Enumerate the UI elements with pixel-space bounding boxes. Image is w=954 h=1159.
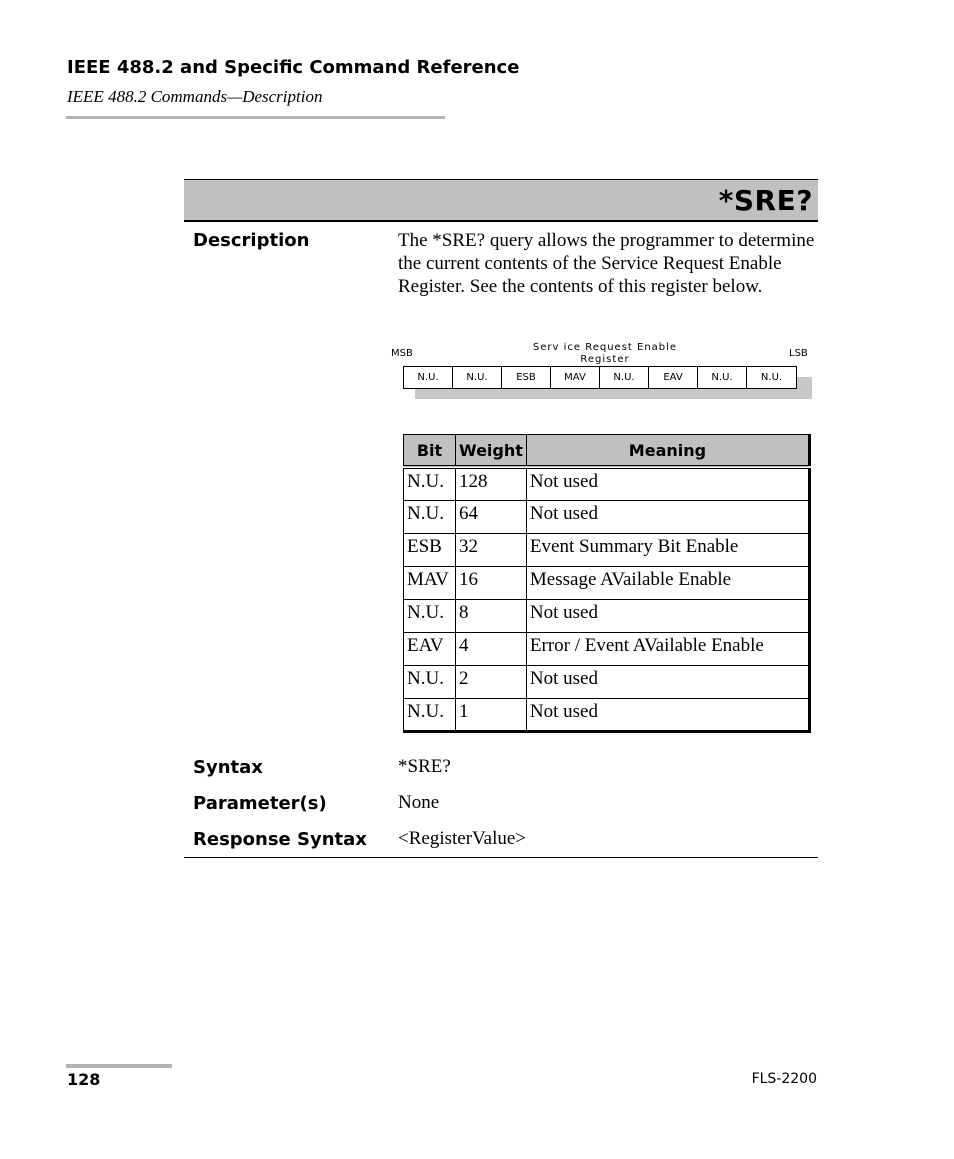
table-header-row — [404, 435, 810, 468]
response-syntax-value: <RegisterValue> — [398, 828, 527, 849]
register-title-line1: Serv ice Request Enable — [532, 342, 678, 353]
cell-weight: 128 — [456, 467, 527, 500]
register-bit-7: N.U. — [404, 367, 453, 388]
table-row — [404, 698, 810, 731]
register-bits — [403, 366, 797, 389]
footer-rule — [66, 1064, 172, 1068]
response-syntax-label: Response Syntax — [193, 829, 367, 850]
cell-weight: 16 — [456, 566, 527, 599]
cell-bit: N.U. — [404, 599, 456, 632]
table-row — [404, 500, 810, 533]
product-name: FLS-2200 — [751, 1071, 817, 1087]
cell-bit: MAV — [404, 566, 456, 599]
column-header-meaning: Meaning — [526, 435, 809, 468]
table-row — [404, 632, 810, 665]
section-end-rule — [184, 857, 818, 858]
table-row — [404, 533, 810, 566]
cell-meaning: Not used — [526, 467, 809, 500]
cell-weight: 4 — [456, 632, 527, 665]
register-bit-2: EAV — [649, 367, 698, 388]
running-header-title: IEEE 488.2 and Specific Command Reference — [67, 57, 520, 78]
cell-bit: N.U. — [404, 467, 456, 500]
cell-meaning: Not used — [526, 698, 809, 731]
register-lsb-label: LSB — [789, 348, 808, 359]
cell-bit: N.U. — [404, 665, 456, 698]
command-title: *SRE? — [718, 184, 813, 217]
command-banner — [184, 179, 818, 222]
register-bit-0: N.U. — [760, 372, 783, 383]
running-header-subtitle: IEEE 488.2 Commands—Description — [67, 87, 323, 106]
register-bit-6: N.U. — [453, 367, 502, 388]
parameters-value: None — [398, 792, 440, 813]
cell-bit: N.U. — [404, 500, 456, 533]
column-header-weight: Weight — [456, 435, 527, 468]
register-bit-3: N.U. — [600, 367, 649, 388]
register-msb-label: MSB — [391, 348, 413, 359]
cell-weight: 64 — [456, 500, 527, 533]
cell-weight: 2 — [456, 665, 527, 698]
register-bit-5: ESB — [502, 367, 551, 388]
cell-weight: 8 — [456, 599, 527, 632]
cell-meaning: Not used — [526, 500, 809, 533]
cell-weight: 32 — [456, 533, 527, 566]
cell-meaning: Not used — [526, 665, 809, 698]
cell-bit: N.U. — [404, 698, 456, 731]
table-row — [404, 599, 810, 632]
register-bit-1: N.U. — [698, 367, 747, 388]
table-row — [404, 665, 810, 698]
cell-meaning: Message AVailable Enable — [526, 566, 809, 599]
register-bit-4: MAV — [551, 367, 600, 388]
cell-meaning: Not used — [526, 599, 809, 632]
table-row — [404, 467, 810, 500]
page-number: 128 — [67, 1070, 101, 1089]
description-text: The *SRE? query allows the programmer to determine the current contents of the Service Request Enable Register. See the contents of this register below. — [398, 230, 815, 297]
cell-bit: EAV — [404, 632, 456, 665]
header-rule — [66, 116, 445, 119]
cell-weight: 1 — [456, 698, 527, 731]
table-row — [404, 566, 810, 599]
cell-meaning: Error / Event AVailable Enable — [526, 632, 809, 665]
register-title-line2: Register — [580, 354, 630, 365]
cell-bit: ESB — [404, 533, 456, 566]
syntax-value: *SRE? — [398, 756, 451, 777]
register-title — [525, 342, 685, 366]
cell-meaning: Event Summary Bit Enable — [526, 533, 809, 566]
column-header-bit: Bit — [404, 435, 456, 468]
syntax-label: Syntax — [193, 757, 263, 778]
description-label: Description — [193, 230, 310, 251]
parameters-label: Parameter(s) — [193, 793, 327, 814]
bit-weight-table — [403, 434, 811, 733]
